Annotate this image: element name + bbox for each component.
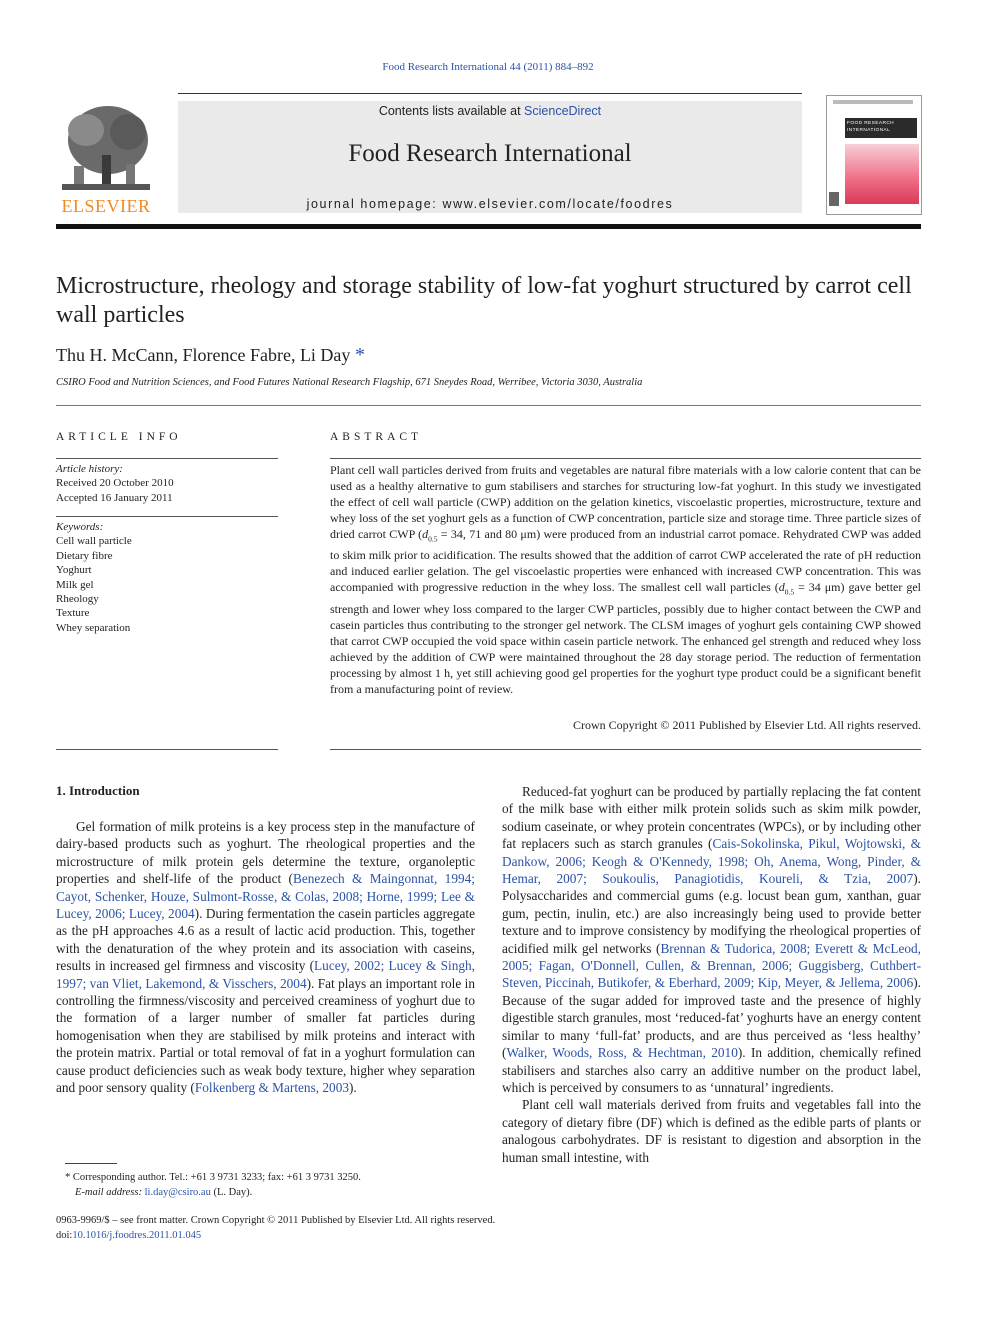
authors-names: Thu H. McCann, Florence Fabre, Li Day [56,345,351,365]
doi-link[interactable]: 10.1016/j.foodres.2011.01.045 [72,1230,202,1241]
contents-line [178,104,802,118]
paragraph: Plant cell wall materials derived from fruits and vegetables fall into the category of dietary fibre (DF) which is defined as the edible parts of plants or analogous carbohydrates. DF is resistant to digestion and absorption in the human small intestine, with [502,1097,921,1165]
publisher-name: ELSEVIER [61,196,151,216]
citation-link[interactable]: Walker, Woods, Ross, & Hechtman, 2010 [506,1045,738,1061]
sciencedirect-link[interactable]: ScienceDirect [524,104,602,118]
keyword-item: Rheology [56,593,99,606]
text-run: ). Polysaccharides and commercial gums (e.g. locust bean gum, xanthan, guar gum, pectin, inulin, etc.) are also increasingly being used to provide better texture and to improve consistency by modifying the rheological properties of acidified milk gel networks ( [502,871,921,956]
elsevier-wordmark [56,196,156,217]
cover-publisher-logo [829,192,839,206]
abstract-rule [330,458,921,459]
keywords-label: Keywords: [56,521,104,533]
keyword-item: Cell wall particle [56,535,132,548]
footnote-rule [65,1163,117,1164]
body-left-column [56,818,475,1097]
header-bottom-rule [56,224,921,229]
d-subscript: 0.5 [784,587,795,597]
d-subscript: 0.5 [428,534,438,544]
article-info-bottom-rule [56,749,278,750]
author-list [56,344,365,367]
keyword-item: Milk gel [56,578,94,591]
keyword-item: Whey separation [56,621,131,634]
paragraph [502,783,921,1096]
abstract-bottom-rule [330,749,921,750]
history-label: Article history: [56,463,123,475]
corresponding-footnote [65,1170,361,1200]
text-run: ). During fermentation the casein particles aggregate as the pH approaches 4.6 as a result of lactic acid production. This, together with the denaturation of the whey protein and its association with caseins, results in increased gel firmness and viscosity ( [56,906,475,974]
keyword-item: Texture [56,607,90,620]
keywords-rule [56,516,278,517]
doi-line [56,1228,495,1243]
header-top-rule [178,93,802,94]
cover-top-bar [833,100,913,104]
journal-homepage[interactable]: journal homepage: www.elsevier.com/locate/foodres [306,197,674,211]
doi-label: doi: [56,1230,73,1241]
citation-link[interactable]: Lucey, 2002; Lucey & Singh, 1997; van Vliet, Lakemond, & Visschers, 2004 [56,958,475,991]
abstract-part: Plant cell wall particles derived from fruits and vegetables are natural fibre materials with a low calorie content that can be used as a healthy alternative to gum stabilisers and starches for structuring low-fat yoghurt. In this study we investigated the effect of cell wall particle (CWP) addition on the gelation kinetics, viscoelastic properties, microstructure, texture and whey loss of the set yoghurt gels as a function of CWP concentration, particle size and storage time. Three particle sizes of dried carrot CWP ( [330,463,921,541]
article-title: Microstructure, rheology and storage stability of low-fat yoghurt structured by carrot cell wall particles [56,273,912,328]
abstract-part: = 34 μm) gave better gel strength and lower whey loss compared to the larger CWP particles, possibly due to higher contact between the CWP and casein particles thus contributing to the stronger gel network. The CLSM images of yoghurt gels containing CWP showed that carrot CWP occupied the void space within casein particle network. The enhanced gel strength and reduced whey loss achieved by the addition of CWP were maintained throughout the 28 day storage period. The reduction of fermentation processing by almost 1 h, yet still achieving good gel properties for the yoghurt type product could be a significant benefit from a manufacturing point of review. [330,580,921,696]
cover-artwork [845,144,919,204]
author-affiliation: CSIRO Food and Nutrition Sciences, and Food Futures National Research Flagship, 671 Sneydes Road, Werribee, Victoria 3030, Australia [56,377,643,388]
issn-line: 0963-9969/$ – see front matter. Crown Copyright © 2011 Published by Elsevier Ltd. All rights reserved. [56,1215,496,1226]
journal-name: Food Research International [348,140,632,167]
accepted-date: Accepted 16 January 2011 [56,491,173,504]
email-label: E-mail address: [75,1187,145,1198]
body-right-column [502,783,921,1166]
abstract-copyright: Crown Copyright © 2011 Published by Elsevier Ltd. All rights reserved. [573,718,921,732]
text-run: ). In addition, chemically refined stabilisers and starches also carry an additive number on the product label, which is perceived by consumers to as ‘unnatural’ ingredients. [502,1045,921,1095]
citation-link[interactable]: Folkenberg & Martens, 2003 [194,1080,349,1096]
article-info-heading: ARTICLE INFO [56,431,182,443]
corresponding-author-mark[interactable]: * [354,344,365,366]
paragraph [56,818,475,1097]
keyword-item: Dietary fibre [56,549,113,562]
email-link[interactable]: li.day@csiro.au [144,1187,211,1198]
abstract-heading: ABSTRACT [330,431,423,443]
article-info-rule [56,458,278,459]
citation-link[interactable]: Brennan & Tudorica, 2008; Everett & McLeod, 2005; Fagan, O'Donnell, Cullen, & Brennan, 2006; Guggisberg, Cuthbert-Steven, Piccinah, Butikofer, & Eberhard, 2009; Kip, Meyer, & Jellema, 2006 [502,940,922,991]
abstract-part: = 34, 71 and 80 μm) were produced from an industrial carrot pomace. Rehydrated CWP was added to skim milk prior to acidification. The results showed that the addition of carrot CWP accelerated the rate of pH reduction and induced earlier gelation. The gel viscoelastic properties were enhanced with increased CWP concentration. This was accompanied with progressive reduction in the whey loss. The smallest cell wall particles ( [330,527,921,595]
cover-title: FOOD RESEARCH INTERNATIONAL [847,121,895,133]
article-history [56,462,278,505]
corresponding-author-note: * Corresponding author. Tel.: +61 3 9731 3233; fax: +61 3 9731 3250. [65,1172,361,1183]
journal-citation[interactable]: Food Research International 44 (2011) 884–892 [382,61,594,73]
text-run: ). Fat plays an important role in controlling the firmness/viscosity and perceived creaminess of yoghurt due to the formation of a larger number of smaller fat particles during homogenisation when they are stabilised by milk proteins and interact with the protein matrix. Partial or total removal of fat in a yoghurt formulation can cause product deficiencies such as weak body texture, higher whey separation and poor sensory quality ( [56,975,475,1096]
section-heading: 1. Introduction [56,783,140,798]
text-run: ). Because of the sugar added for improved taste and the presence of highly digestible starch granules, most ‘reduced-fat’ yoghurts have an energy content similar to many ‘full-fat’ products, and are thus perceived as ‘less healthy’ ( [502,975,921,1061]
journal-cover-thumbnail [826,95,922,215]
received-date: Received 20 October 2010 [56,477,174,490]
email-line [65,1185,361,1200]
abstract-text [330,462,921,697]
affiliation-rule [56,405,921,406]
d-symbol: d [778,580,785,595]
text-run: Reduced-fat yoghurt can be produced by partially replacing the fat content of the milk base with either milk protein solids such as skim milk powder, sodium caseinate, or whey protein concentrates (WPCs), or by including other fat replacers such as starch granules ( [502,784,921,852]
text-run: Gel formation of milk proteins is a key process step in the manufacture of dairy-based products such as yoghurt. The rheological properties and the microstructure of milk protein gels determine the texture, organoleptic properties and shelf-life of the product ( [56,819,475,887]
citation-link[interactable]: Cais-Sokolinska, Pikul, Wojtowski, & Dankow, 2006; Keogh & O'Kennedy, 1998; Oh, Anema, Wong, Pinder, & Hemar, 2007; Soukoulis, Panagiotidis, Koureli, & Tzia, 2007 [502,836,922,887]
contents-prefix: Contents lists available at [378,104,525,118]
keywords-block [56,520,278,635]
keyword-item: Yoghurt [56,564,92,577]
email-suffix: (L. Day). [210,1187,253,1198]
d-symbol: d [422,527,429,541]
citation-link[interactable]: Benezech & Maingonnat, 1994; Cayot, Schenker, Houze, Sulmont-Rosse, & Colas, 2008; Horne, 1999; Lee & Lucey, 2006; Lucey, 2004 [56,871,475,922]
publication-info [56,1213,495,1243]
text-run: ). [349,1080,357,1096]
